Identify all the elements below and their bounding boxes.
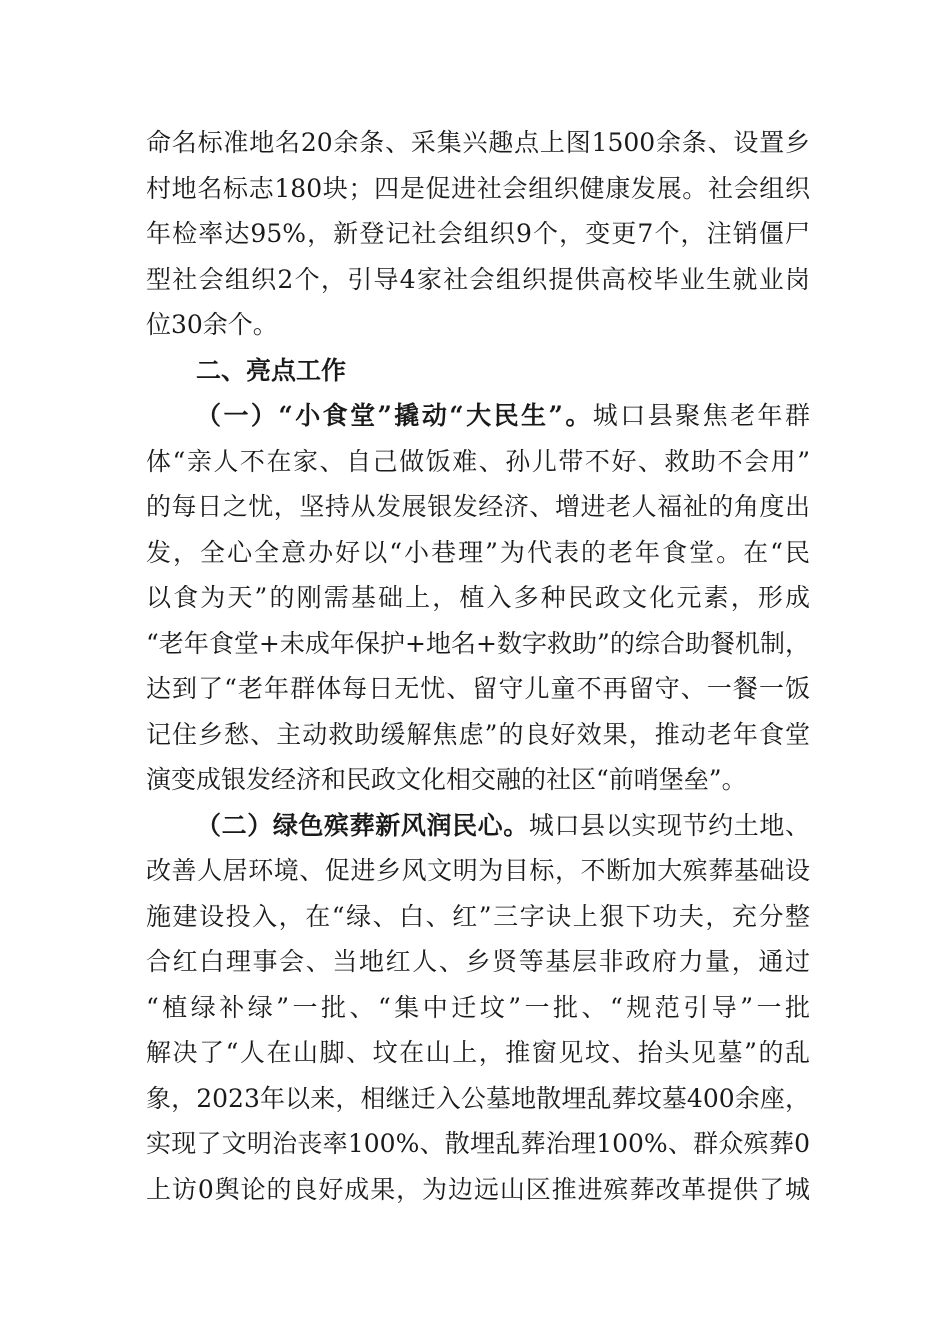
document-body: [146, 120, 810, 1212]
paragraph-2: [146, 393, 810, 803]
text-line: “植绿补绿”一批、“集中迁坟”一批、“规范引导”一批: [146, 992, 810, 1022]
text-line: 演变成银发经济和民政文化相交融的社区“前哨堡垒”。: [146, 765, 747, 794]
text-line: 体“亲人不在家、自己做饭难、孙儿带不好、救助不会用”: [146, 446, 810, 476]
text-line: 记住乡愁、主动救助缓解焦虑”的良好效果，推动老年食堂: [146, 719, 810, 749]
text-line: 改善人居环境、促进乡风文明为目标，不断加大殡葬基础设: [146, 856, 810, 885]
paragraph-first-line: [146, 393, 810, 439]
text-line: 位30余个。: [146, 310, 278, 339]
subsection-title: （二）绿色殡葬新风润民心。: [196, 810, 529, 840]
text-line: 的每日之忧，坚持从发展银发经济、增进老人福祉的角度出: [146, 492, 810, 521]
paragraph-1: [146, 120, 810, 348]
paragraph-first-line: [146, 803, 810, 849]
text-line: 命名标准地名20余条、采集兴趣点上图1500余条、设置乡: [146, 128, 810, 157]
text-run: 城口县以实现节约土地、: [528, 810, 810, 840]
text-line: 村地名标志180块；四是促进社会组织健康发展。社会组织: [146, 173, 810, 203]
text-run: 城口县聚焦老年群: [592, 401, 810, 430]
text-line: “老年食堂+未成年保护+地名+数字救助”的综合助餐机制，: [146, 628, 810, 658]
text-line: 年检率达95%，新登记社会组织9个，变更7个，注销僵尸: [146, 219, 810, 248]
text-line: 以食为天”的刚需基础上，植入多种民政文化元素，形成: [146, 583, 810, 612]
text-line: 象，2023年以来，相继迁入公墓地散埋乱葬坟墓400余座，: [146, 1083, 810, 1113]
text-line: 发，全心全意办好以“小巷理”为代表的老年食堂。在“民: [146, 537, 810, 567]
text-line: 合红白理事会、当地红人、乡贤等基层非政府力量，通过: [146, 947, 810, 976]
text-line: 解决了“人在山脚、坟在山上，推窗见坟、抬头见墓”的乱: [146, 1038, 810, 1067]
subsection-title: （一）“小食堂”撬动“大民生”。: [196, 401, 593, 430]
section-heading: 二、亮点工作: [196, 355, 347, 385]
paragraph-3: [146, 803, 810, 1213]
text-line: 达到了“老年群体每日无忧、留守儿童不再留守、一餐一饭: [146, 674, 810, 703]
text-line: 施建设投入，在“绿、白、红”三字诀上狠下功夫，充分整: [146, 901, 810, 931]
text-line: 实现了文明治丧率100%、散埋乱葬治理100%、群众殡葬0: [146, 1129, 810, 1158]
text-line: 型社会组织2个，引导4家社会组织提供高校毕业生就业岗: [146, 264, 810, 294]
text-line: 上访0舆论的良好成果，为边远山区推进殡葬改革提供了城: [146, 1174, 810, 1204]
